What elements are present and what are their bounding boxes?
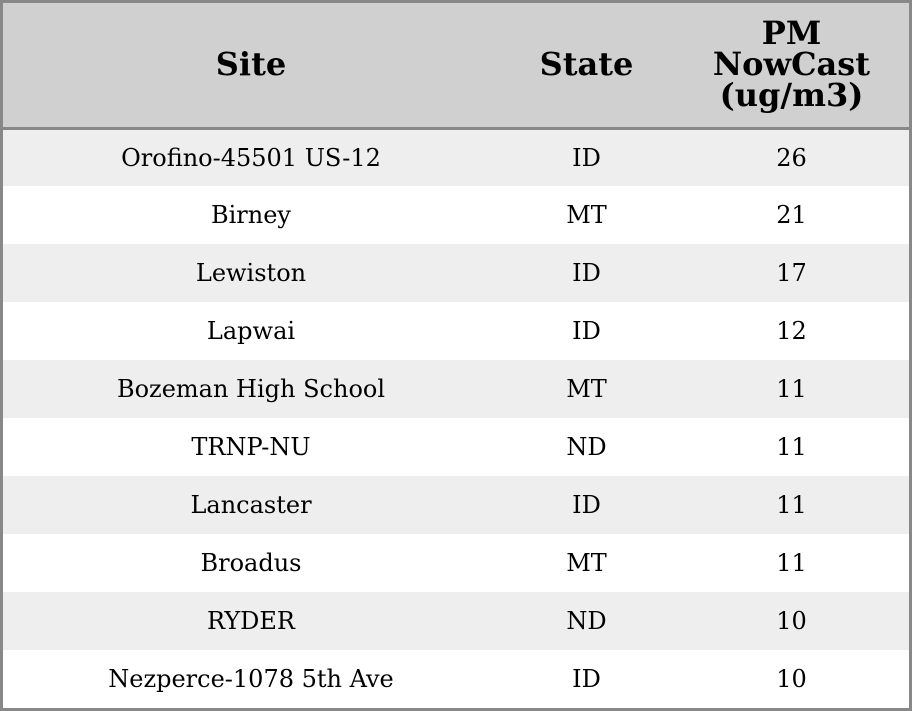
header-state: State <box>499 3 674 128</box>
cell-pm: 11 <box>776 433 807 461</box>
cell-pm: 11 <box>776 375 807 403</box>
cell-pm: 21 <box>776 201 807 229</box>
pm-nowcast-table <box>3 3 909 708</box>
cell-pm: 10 <box>776 665 807 693</box>
table-row <box>3 186 909 244</box>
cell-state: ID <box>572 665 601 693</box>
cell-pm: 10 <box>776 607 807 635</box>
table-row <box>3 360 909 418</box>
cell-site: Lancaster <box>190 491 312 519</box>
cell-site: Orofino-45501 US-12 <box>121 143 381 172</box>
table-body <box>3 128 909 708</box>
table-row <box>3 534 909 592</box>
cell-state: ND <box>566 433 607 461</box>
table-row <box>3 418 909 476</box>
table-header <box>3 3 909 128</box>
cell-site: Birney <box>210 201 291 229</box>
cell-state: ID <box>572 317 601 345</box>
cell-site: TRNP-NU <box>191 433 311 461</box>
header-row <box>3 3 909 128</box>
header-pm-line-1: PM <box>761 14 822 53</box>
table-row <box>3 128 909 186</box>
cell-state: ND <box>566 607 607 635</box>
cell-pm: 11 <box>776 549 807 577</box>
cell-pm: 17 <box>776 259 807 287</box>
header-pm-line-2: NowCast <box>712 45 871 84</box>
table-row <box>3 302 909 360</box>
cell-site: RYDER <box>206 607 295 635</box>
cell-site: Bozeman High School <box>116 375 386 403</box>
cell-state: MT <box>566 375 607 403</box>
table-row <box>3 476 909 534</box>
cell-state: ID <box>572 143 601 172</box>
cell-site: Lapwai <box>206 317 296 345</box>
cell-site: Broadus <box>200 549 302 577</box>
cell-pm: 11 <box>776 491 807 519</box>
cell-site: Lewiston <box>195 259 307 287</box>
cell-state: MT <box>566 201 607 229</box>
table-row <box>3 650 909 708</box>
cell-state: ID <box>572 259 601 287</box>
table-row <box>3 592 909 650</box>
cell-pm: 26 <box>776 143 807 172</box>
header-pm-line-3: (ug/m3) <box>719 76 864 115</box>
header-pm <box>674 3 909 128</box>
cell-site: Nezperce-1078 5th Ave <box>108 665 394 693</box>
header-site: Site <box>3 3 499 128</box>
table-row <box>3 244 909 302</box>
cell-state: ID <box>572 491 601 519</box>
cell-pm: 12 <box>776 317 807 345</box>
cell-state: MT <box>566 549 607 577</box>
